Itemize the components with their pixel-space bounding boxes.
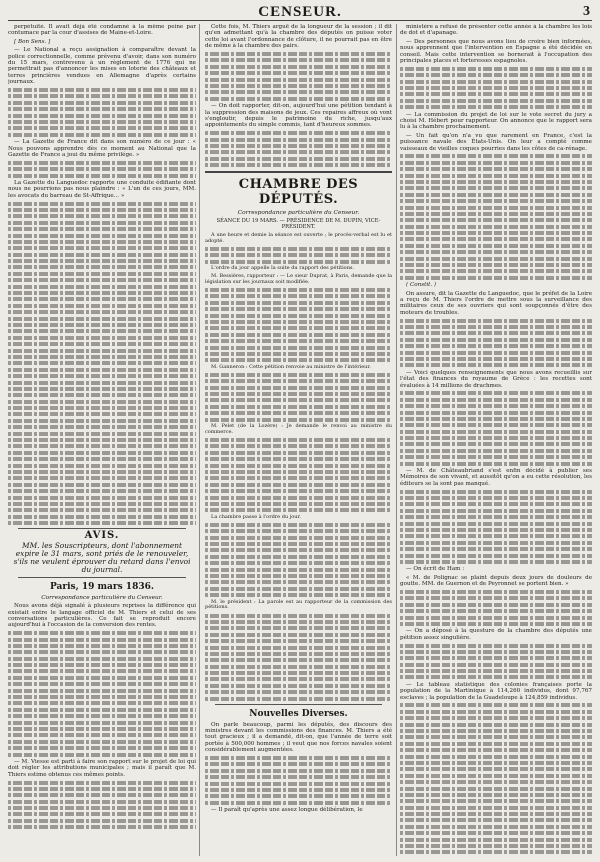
masthead-rule (8, 20, 592, 21)
avis-notice (8, 532, 196, 574)
article-paragraph: M. le président : La parole est au rapporteur de la commission des pétitions. (205, 598, 392, 611)
article-paragraph: — Voici quelques renseignements que nous avons recueillis sur l'état des finances du royaume de Grèce : les recettes sont évaluées à 14 millions de drachmes. (400, 369, 592, 389)
newspaper-title: CENSEUR. (258, 4, 342, 20)
article-paragraph: La Gazette du Languedoc rapporte une conduite édifiante dont nous ne pourrions pas nous plaindre : « L'un de ces jours, MM. les avocats du barreau de St-Affrique... » (8, 179, 196, 199)
article-paragraph: Nous avons déjà signalé à plusieurs reprises la différence qui existait entre le langage officiel de M. Thiers et celui de ses conversations particulières. Ce fait se reproduit encore aujourd'hui à l'occasion de la conversion des rentes. (8, 603, 196, 629)
article-paragraph: — Un fait qu'on n'a vu que rarement en France, c'est la puissance navale des États-Unis. On leur a compté comme vaisseaux de vieilles coques pourries dans les côtes de ca-rénage. (400, 132, 592, 152)
article-paragraph: La chambre passe à l'ordre du jour. (211, 513, 301, 520)
article-paragraph: M. Pelet (de la Lozère) : Je demande le renvoi au ministre du commerce. (205, 423, 392, 435)
article-paragraph: On assure, dit la Gazette du Languedoc, que le préfet de la Loire a reçu de M. Thiers l'ordre de mettre sous la surveillance des militaires ceux de ses ouvriers qui sont soupçonnés d'être des moteurs de troubles. (400, 290, 592, 316)
article-signature: ( Constit. ) (406, 282, 437, 289)
article-paragraph: — On a déposé à la questure de la chambre des députés une pétition assez singulière. (400, 628, 592, 641)
article-paragraph: Cette fois, M. Thiers arguë de la longueur de la session ; il dit qu'en admettant qu'à la chambre des députés on puisse voter cette loi avant l'ordonnance de clôture, il ne pourrait pas en être de même à la chambre des pairs. (205, 24, 392, 50)
section-heading-paris: Paris, 19 mars 1836. (50, 582, 154, 593)
section-heading-divers: Nouvelles Diverses. (249, 708, 348, 719)
article-paragraph: A une heure et demie la séance est ouverte ; le procès-verbal est lu et adopté. (205, 232, 392, 244)
section-subheading: Correspondance particulière du Censeur. (237, 210, 360, 217)
column-middle (205, 24, 392, 860)
article-paragraph: — Il paraît qu'après une assez longue délibération, le (211, 807, 363, 814)
article-paragraph: — Le National a reçu assignation à comparaître devant la police correctionnelle, comme prévenu d'avoir, dans son numéro du 15 mars, contrevenu à un règlement de 1776 qui ne permettrait pas d'annoncer les mises en loterie des châteaux et terres princières vendues en Allemagne d'après certains journaux. (8, 47, 196, 86)
article-paragraph: — M. de Châteaubriand s'est enfin décidé à publier ses Mémoires de son vivant, et aussitôt qu'on a eu cette résolution, les éditeurs se la sont pas manqué. (400, 468, 592, 487)
article-paragraph: On parle beaucoup, parmi les députés, des discours des ministres devant les commissions des finances. M. Thiers a été tout gracieux ; il a demandé, dit-on, que l'année de terre soit portée à 500,000 hommes ; il veut que nos forces navales soient considérablement augmentées. (205, 721, 392, 754)
article-signature: [ Bon Sens. ] (14, 38, 51, 45)
article-paragraph: M. Ganneron : Cette pétition renvoie au ministre de l'intérieur. (211, 363, 371, 370)
column-separator (199, 24, 200, 856)
session-line: SÉANCE DU 19 MARS. — PRÉSIDENCE DE M. DUPIN, VICE-PRÉSIDENT. (216, 218, 381, 231)
avis-heading: AVIS. (84, 530, 120, 542)
article-paragraph: — Le tableau statistique des colonies françaises porte la population de la Martinique à 114,260 individus, dont 97,767 esclaves ; la population de la Guadeloupe à 124,859 individus. (400, 681, 592, 701)
column-right (400, 24, 592, 860)
article-paragraph: ministère a refusé de présenter cette année à la chambre les lois de dot et d'apanage. (400, 24, 592, 37)
section-subheading: Correspondance particulière du Censeur. (41, 595, 163, 602)
section-heading-chamber: CHAMBRE DES DÉPUTÉS. (238, 177, 359, 208)
column-separator (396, 24, 397, 856)
article-paragraph: — Des personnes que nous avons lieu de croire bien informées, nous apprennent que l'intervention en Espagne a été décidée en conseil. Mais cette intervention se bornerait à l'occupation des principales places et forteresses espagnoles. (400, 38, 592, 65)
page-number: 3 (583, 4, 590, 19)
article-paragraph: — La commission du projet de loi sur le vote secret du jury a choisi M. Hébert pour rapporteur. On annonce que le rapport sera lu à la chambre prochainement. (400, 111, 592, 131)
article-paragraph: perpétuité. Il avait déjà été condamné à la même peine par contumace par la cour d'assises de Maine-et-Loire. (8, 24, 196, 37)
article-paragraph: — On doit rapporter, dit-on, aujourd'hui une pétition tendant à la suppression des maisons de jeux. Ces repaires affreux où vont s'engloutir, depuis le patrimoine du riche, jusqu'aux appointements du simple commis, tant d'heureux sommes. (205, 103, 392, 129)
article-paragraph: « M. de Polignac se plaint depuis deux jours de douleurs de goutte. MM. de Guernon et de Peyronnet se portent bien. » (400, 574, 592, 588)
article-paragraph: — La Gazette de France dit dans son numéro de ce jour : « Nous pouvons apprendre dès ce moment au National que la Gazette de France a joui du même privilége. » (8, 139, 196, 158)
article-paragraph: L'ordre du jour appelle la suite du rapport des pétitions. (211, 265, 355, 272)
column-left (8, 24, 196, 860)
article-paragraph: M. Bessières, rapporteur : — Le sieur Duprat, à Paris, demande que la législation sur les journaux soit modifiée. (205, 273, 392, 285)
article-paragraph: — M. Viesse est parti à faire son rapport sur le projet de loi qui doit régler les attributions municipales ; mais il paraît que M. Thiers estime obtenus ces mêmes points. (8, 758, 196, 778)
avis-text: MM. les Souscripteurs, dont l'abonnement expire le 31 mars, sont priés de le renouveler, s'ils ne veulent éprouver du retard dans l'envoi du journal. (13, 541, 191, 575)
article-paragraph: — On écrit de Ham : (406, 566, 465, 573)
masthead (0, 0, 600, 22)
